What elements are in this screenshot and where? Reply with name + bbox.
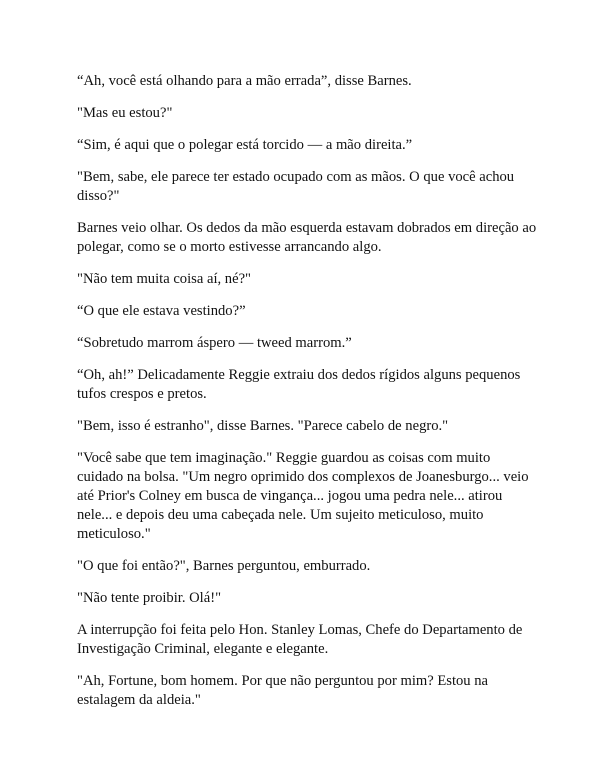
paragraph: "Bem, sabe, ele parece ter estado ocupado com as mãos. O que você achou disso?" — [77, 169, 515, 204]
paragraph: "Não tem muita coisa aí, né?" — [77, 271, 252, 287]
paragraph: "Mas eu estou?" — [77, 105, 173, 121]
paragraph: "Ah, Fortune, bom homem. Por que não perguntou por mim? Estou na estalagem da aldeia." — [77, 673, 489, 708]
paragraph: “Oh, ah!” Delicadamente Reggie extraiu dos dedos rígidos alguns pequenos tufos crespos e pretos. — [77, 367, 521, 402]
paragraph: Barnes veio olhar. Os dedos da mão esquerda estavam dobrados em direção ao polegar, como se o morto estivesse arrancando algo. — [77, 220, 537, 255]
paragraph: "O que foi então?", Barnes perguntou, emburrado. — [77, 558, 371, 574]
paragraph: “Sobretudo marrom áspero — tweed marrom.” — [77, 335, 352, 351]
document-body — [77, 72, 537, 723]
paragraph: "Você sabe que tem imaginação." Reggie guardou as coisas com muito cuidado na bolsa. "Um negro oprimido dos complexos de Joanesburgo... veio até Prior's Colney em busca de vingança... jogou uma pedra nele... atirou nele... e depois deu uma cabeçada nele. Um sujeito meticuloso, muito meticuloso." — [77, 450, 529, 542]
paragraph: “O que ele estava vestindo?” — [77, 303, 246, 319]
paragraph: A interrupção foi feita pelo Hon. Stanley Lomas, Chefe do Departamento de Investigação Criminal, elegante e elegante. — [77, 622, 523, 657]
paragraph: "Bem, isso é estranho", disse Barnes. "Parece cabelo de negro." — [77, 418, 449, 434]
paragraph: “Sim, é aqui que o polegar está torcido — a mão direita.” — [77, 137, 413, 153]
paragraph: “Ah, você está olhando para a mão errada”, disse Barnes. — [77, 73, 412, 89]
paragraph: "Não tente proibir. Olá!" — [77, 590, 222, 606]
